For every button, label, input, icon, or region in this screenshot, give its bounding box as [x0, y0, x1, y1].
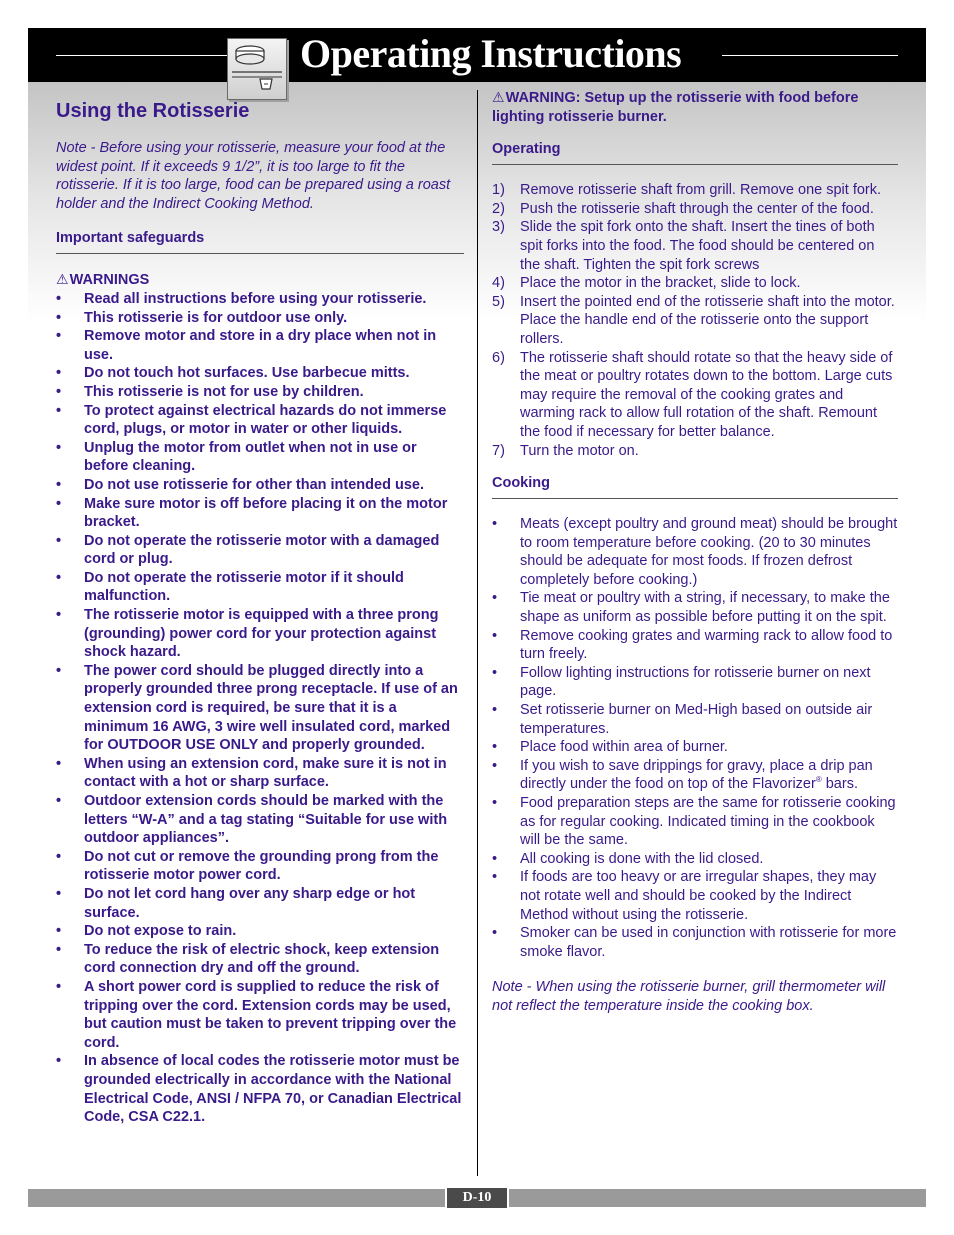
- list-item: • If foods are too heavy or are irregular shapes, they may not rotate well and should be cooked by the Indirect Method without using the rotisserie.: [492, 868, 898, 924]
- setup-warning: ⚠WARNING: Setup up the rotisserie with food before lighting rotisserie burner.: [492, 89, 859, 125]
- list-item: 6) The rotisserie shaft should rotate so that the heavy side of the meat or poultry rotates down to the bottom. Large cuts may require the removal of the cooking grates and warming rack to allow full rotation of the shaft. Remount the food if necessary for better balance.: [492, 349, 893, 440]
- list-item: • This rotisserie is not for use by children.: [56, 383, 464, 402]
- right-column: [492, 88, 898, 1016]
- list-item: 5) Insert the pointed end of the rotisserie shaft into the motor. Place the handle end of the rotisserie onto the support rollers.: [492, 293, 895, 347]
- page-number: D-10: [445, 1188, 509, 1208]
- list-item: • Do not touch hot surfaces. Use barbecue mitts.: [56, 364, 464, 383]
- list-item: • Set rotisserie burner on Med-High based on outside air temperatures.: [492, 701, 898, 738]
- list-item: • Do not operate the rotisserie motor with a damaged cord or plug.: [56, 532, 464, 569]
- list-item: 3) Slide the spit fork onto the shaft. Insert the tines of both spit forks into the food. The food should be centered on the shaft. Tighten the spit fork screws: [492, 219, 875, 273]
- list-item: 1) Remove rotisserie shaft from grill. Remove one spit fork.: [492, 182, 882, 199]
- list-item: • This rotisserie is for outdoor use only.: [56, 309, 464, 328]
- list-item: • Do not let cord hang over any sharp edge or hot surface.: [56, 885, 464, 922]
- operating-heading: Operating: [492, 141, 898, 165]
- list-item: • Meats (except poultry and ground meat) should be brought to room temperature before cooking. (20 to 30 minutes should be adequate for most foods. If frozen defrost completely before cooking.): [492, 515, 898, 589]
- safeguards-heading: Important safeguards: [56, 230, 464, 254]
- list-item: 7) Turn the motor on.: [492, 442, 639, 459]
- list-item: • Make sure motor is off before placing it on the motor bracket.: [56, 495, 464, 532]
- size-note: Note - Before using your rotisserie, measure your food at the widest point. If it exceeds 9 1/2”, it is too large to fit the rotisserie. If it is too large, food can be prepared using a roast holder and the Indirect Cooking Method.: [56, 140, 451, 212]
- list-item: • Remove motor and store in a dry place when not in use.: [56, 327, 464, 364]
- list-item: • Follow lighting instructions for rotisserie burner on next page.: [492, 664, 898, 701]
- column-divider: [477, 90, 478, 1176]
- list-item: • If you wish to save drippings for gravy, place a drip pan directly under the food on top of the Flavorizer® bars.: [492, 757, 898, 794]
- list-item: • All cooking is done with the lid closed.: [492, 850, 898, 869]
- list-item: • When using an extension cord, make sure it is not in contact with a hot or sharp surface.: [56, 755, 464, 792]
- cooking-heading: Cooking: [492, 475, 898, 499]
- page-header: [28, 28, 926, 82]
- list-item: • Remove cooking grates and warming rack to allow food to turn freely.: [492, 627, 898, 664]
- list-item: 4) Place the motor in the bracket, slide to lock.: [492, 275, 801, 292]
- header-rule-left: [56, 55, 228, 56]
- list-item: • To protect against electrical hazards do not immerse cord, plugs, or motor in water or other liquids.: [56, 402, 464, 439]
- list-item: • Do not expose to rain.: [56, 922, 464, 941]
- warning-triangle-icon: ⚠: [56, 271, 69, 288]
- warnings-heading: ⚠WARNINGS: [56, 271, 150, 289]
- list-item: • Outdoor extension cords should be marked with the letters “W-A” and a tag stating “Suitable for use with outdoor appliances”.: [56, 792, 464, 848]
- thermometer-note: Note - When using the rotisserie burner, grill thermometer will not reflect the temperature inside the cooking box.: [492, 979, 886, 1014]
- cooking-list: [492, 515, 898, 961]
- list-item: • Tie meat or poultry with a string, if necessary, to make the shape as uniform as possible before putting it on the spit.: [492, 589, 898, 626]
- list-item: • Unplug the motor from outlet when not in use or before cleaning.: [56, 439, 464, 476]
- left-column: [56, 100, 464, 1127]
- section-title: Using the Rotisserie: [56, 100, 250, 122]
- list-item: • Place food within area of burner.: [492, 738, 898, 757]
- list-item: • Food preparation steps are the same for rotisserie cooking as for regular cooking. Indicated timing in the cookbook will be the same.: [492, 794, 898, 850]
- list-item: • The power cord should be plugged directly into a properly grounded three prong receptacle. If use of an extension cord is required, be sure that it is a minimum 16 AWG, 3 wire well insulated cord, marked for OUTDOOR USE ONLY and properly grounded.: [56, 662, 464, 755]
- list-item: • In absence of local codes the rotisserie motor must be grounded electrically in accordance with the National Electrical Code, ANSI / NFPA 70, or Canadian Electrical Code, CSA C22.1.: [56, 1052, 464, 1126]
- rotisserie-icon: [227, 38, 287, 100]
- list-item: • A short power cord is supplied to reduce the risk of tripping over the cord. Extension cords may be used, but caution must be taken to prevent tripping over the cord.: [56, 978, 464, 1052]
- list-item: • Read all instructions before using your rotisserie.: [56, 290, 464, 309]
- list-item: • Do not cut or remove the grounding prong from the rotisserie motor power cord.: [56, 848, 464, 885]
- warnings-list: [56, 290, 464, 1127]
- operating-steps: [492, 181, 898, 460]
- list-item: • Do not operate the rotisserie motor if it should malfunction.: [56, 569, 464, 606]
- list-item: • To reduce the risk of electric shock, keep extension cord connection dry and off the ground.: [56, 941, 464, 978]
- list-item: • Smoker can be used in conjunction with rotisserie for more smoke flavor.: [492, 924, 898, 961]
- list-item: • Do not use rotisserie for other than intended use.: [56, 476, 464, 495]
- warning-triangle-icon: ⚠: [492, 89, 505, 105]
- list-item: 2) Push the rotisserie shaft through the center of the food.: [492, 200, 874, 217]
- page-title: Operating Instructions: [300, 31, 682, 76]
- list-item: • The rotisserie motor is equipped with a three prong (grounding) power cord for your protection against shock hazard.: [56, 606, 464, 662]
- header-rule-right: [722, 55, 898, 56]
